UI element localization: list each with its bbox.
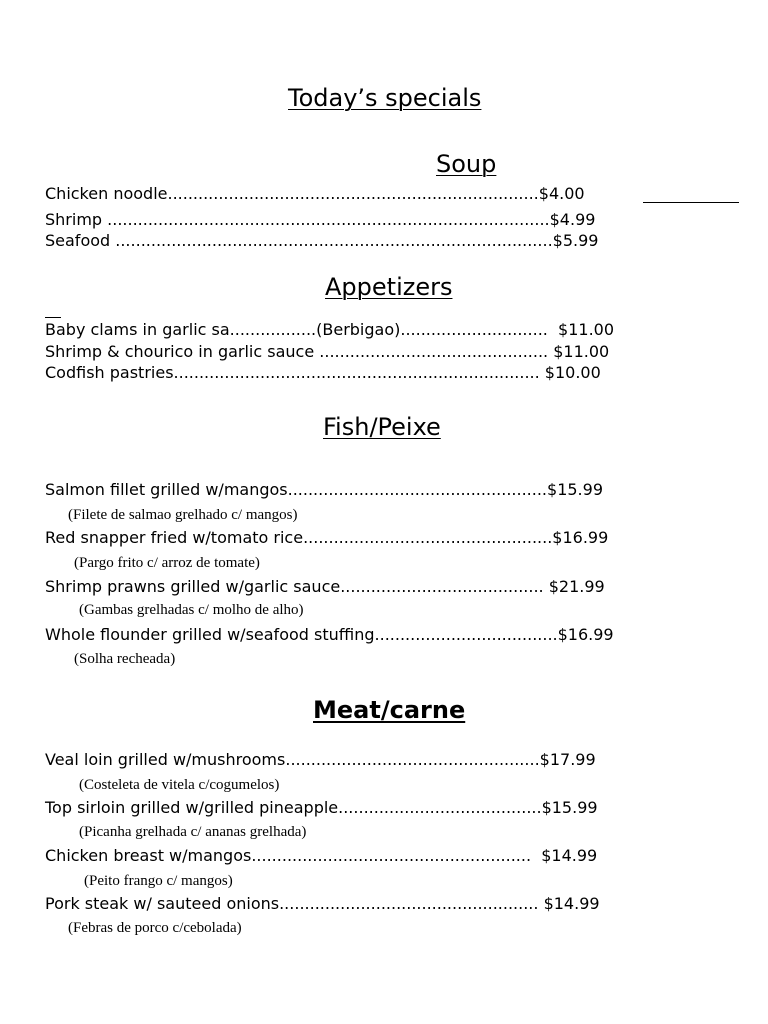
section-heading-appetizers: Appetizers (325, 273, 453, 301)
menu-item-whole-flounder-translation: (Solha recheada) (74, 651, 176, 667)
menu-item-red-snapper-translation: (Pargo frito c/ arroz de tomate) (74, 555, 260, 571)
underline-rule (643, 202, 739, 203)
menu-item-salmon-translation: (Filete de salmao grelhado c/ mangos) (68, 507, 298, 523)
menu-item-pork-steak: Pork steak w/ sauteed onions................................................... $14.99 (45, 894, 600, 913)
menu-item-chicken-noodle: Chicken noodle.........................................................................$4.00 (45, 184, 585, 203)
menu-item-top-sirloin-translation: (Picanha grelhada c/ ananas grelhada) (79, 824, 307, 840)
menu-item-shrimp-soup: Shrimp .......................................................................................$4.99 (45, 210, 596, 229)
menu-item-top-sirloin: Top sirloin grilled w/grilled pineapple........................................$15.99 (45, 798, 598, 817)
menu-item-chicken-breast-translation: (Peito frango c/ mangos) (84, 873, 233, 889)
menu-item-red-snapper: Red snapper fried w/tomato rice.................................................$16.99 (45, 528, 609, 547)
menu-item-seafood-soup: Seafood ......................................................................................$5.99 (45, 231, 599, 250)
menu-item-shrimp-prawns-translation: (Gambas grelhadas c/ molho de alho) (79, 602, 304, 618)
menu-item-chicken-breast: Chicken breast w/mangos....................................................... $14.99 (45, 846, 598, 865)
menu-item-veal-loin: Veal loin grilled w/mushrooms..................................................$17.99 (45, 750, 596, 769)
menu-item-shrimp-prawns: Shrimp prawns grilled w/garlic sauce........................................ $21.99 (45, 577, 605, 596)
menu-item-whole-flounder: Whole flounder grilled w/seafood stuffing....................................$16.99 (45, 625, 614, 644)
page-title: Today’s specials (288, 84, 482, 112)
section-heading-meat: Meat/carne (313, 696, 466, 724)
menu-item-salmon: Salmon fillet grilled w/mangos...................................................$15.99 (45, 480, 603, 499)
menu-item-baby-clams: Baby clams in garlic sa.................(Berbigao)............................. $11.00 (45, 320, 615, 339)
short-rule (45, 317, 61, 318)
menu-item-codfish-pastries: Codfish pastries........................................................................ $10.00 (45, 363, 601, 382)
menu-item-veal-loin-translation: (Costeleta de vitela c/cogumelos) (79, 777, 280, 793)
menu-item-shrimp-chourico: Shrimp & chourico in garlic sauce ............................................. $11.00 (45, 342, 610, 361)
section-heading-fish: Fish/Peixe (323, 413, 441, 441)
section-heading-soup: Soup (436, 150, 497, 178)
menu-item-pork-steak-translation: (Febras de porco c/cebolada) (68, 920, 242, 936)
